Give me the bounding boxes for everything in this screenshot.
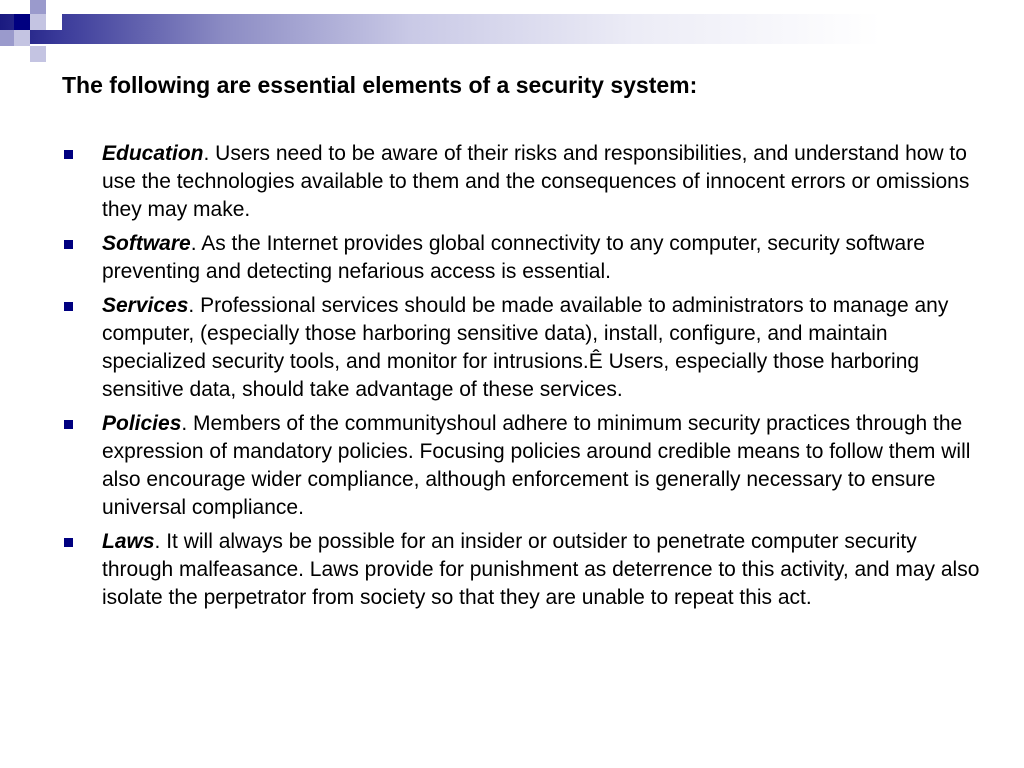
list-item [62, 230, 982, 286]
list-item [62, 528, 982, 612]
item-text: . As the Internet provides global connectivity to any computer, security software preventing and detecting nefarious access is essential. [102, 232, 925, 283]
slide-title: The following are essential elements of a security system: [62, 72, 698, 98]
deco-square-lower [30, 46, 46, 62]
bullet-list [62, 140, 982, 612]
item-text: . Users need to be aware of their risks and responsibilities, and understand how to use the technologies available to them and the consequences of innocent errors or omissions they may make. [102, 142, 970, 221]
list-item [62, 140, 982, 224]
item-text: . Professional services should be made available to administrators to manage any computer, (especially those harboring sensitive data), install, configure, and maintain specialized security tools, and monitor for intrusions.Ê Users, especially those harboring sensitive data, should take advantage of these services. [102, 294, 949, 401]
item-term: Services [102, 294, 189, 317]
item-text: . It will always be possible for an insider or outsider to penetrate computer security through malfeasance. Laws provide for punishment as deterrence to this activity, and may also isolate the perpetrator from society so that they are unable to repeat this act. [102, 530, 980, 609]
item-term: Policies [102, 412, 182, 435]
deco-square-dark [14, 14, 30, 30]
deco-square-light [30, 14, 46, 30]
list-item [62, 410, 982, 522]
content-area [62, 70, 982, 618]
square-bullet-icon [64, 240, 73, 249]
deco-square-mid-2 [0, 30, 14, 46]
list-item [62, 292, 982, 404]
square-bullet-icon [64, 150, 73, 159]
deco-square-mid [30, 0, 46, 14]
item-term: Software [102, 232, 191, 255]
square-bullet-icon [64, 302, 73, 311]
header-decoration [0, 0, 1024, 66]
square-bullet-icon [64, 538, 73, 547]
item-term: Education [102, 142, 204, 165]
item-text: . Members of the communityshoul adhere to minimum security practices through the expression of mandatory policies. Focusing policies around credible means to follow them will also encourage wider compliance, although enforcement is generally necessary to ensure universal compliance. [102, 412, 971, 519]
header-gradient-bar [0, 14, 1024, 44]
square-bullet-icon [64, 420, 73, 429]
deco-square-white [46, 0, 62, 30]
item-term: Laws [102, 530, 155, 553]
deco-square-light-2 [14, 30, 30, 46]
